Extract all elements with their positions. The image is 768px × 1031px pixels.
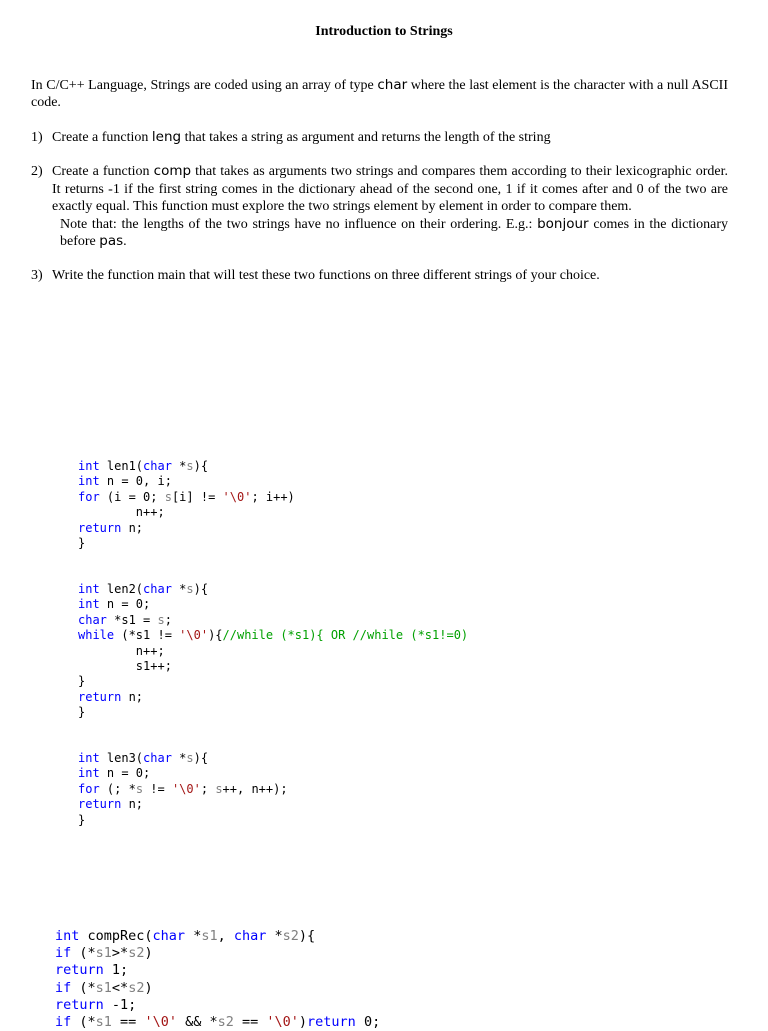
code-line: } — [78, 812, 86, 827]
question-2-text-end: that takes as arguments two strings and compares them according to their lexicographic order. It returns -1 if the first string comes in the dictionary ahead of the second one, 1 if it comes after and 0 of the two are exactly equal. This function must explore the two strings element by element in order to compare them. — [52, 164, 728, 214]
note-text-end: . — [123, 234, 127, 249]
page-title: Introduction to Strings — [315, 24, 453, 39]
code-line: int len2(char *s){ — [78, 582, 209, 596]
code-line: return n; — [78, 689, 144, 704]
note-text-middle: comes in the dictionary before — [60, 216, 728, 249]
code-block-len1 — [78, 459, 295, 551]
question-1 — [31, 129, 728, 147]
code-block-len2 — [78, 582, 468, 721]
note-text-start: Note that: the lengths of the two strings have no influence on their ordering. E.g.: — [60, 216, 538, 232]
intro-type-keyword: char — [377, 77, 408, 93]
question-2-note — [60, 216, 728, 251]
code-line: char *s1 = s; — [78, 612, 172, 627]
code-line: for (; *s != '\0'; s++, n++); — [78, 781, 288, 796]
question-3 — [31, 267, 728, 285]
question-2-function-name: comp — [153, 163, 192, 179]
question-2-text-start: Create a function — [52, 164, 154, 179]
code-line: int len3(char *s){ — [78, 751, 209, 765]
code-line: n++; — [78, 505, 165, 520]
question-2 — [31, 163, 728, 251]
code-comment: //while (*s1){ OR //while (*s1!=0) — [222, 628, 469, 643]
question-1-function-name: leng — [151, 129, 182, 145]
code-block-comprec — [55, 928, 380, 1031]
code-line: return n; — [78, 797, 144, 812]
code-line: } — [78, 536, 86, 551]
question-2-text — [52, 163, 728, 216]
intro-text: In C/C++ Language, Strings are coded using an array of type — [31, 78, 378, 93]
code-line: if (*s1 == '\0' && *s2 == '\0')return 0; — [55, 1014, 381, 1031]
intro-paragraph — [31, 77, 728, 111]
question-1-text-start: Create a function — [52, 130, 152, 145]
code-line: } — [78, 705, 86, 720]
note-word-bonjour: bonjour — [537, 215, 589, 232]
code-line: s1++; — [78, 659, 172, 674]
question-3-text: Write the function main that will test these two functions on three different strings of your choice. — [52, 268, 600, 283]
code-line: if (*s1>*s2) — [55, 945, 153, 962]
code-line: while (*s1 != '\0'){//while (*s1){ OR //while (*s1!=0) — [78, 628, 469, 643]
code-line: int compRec(char *s1, char *s2){ — [55, 928, 316, 944]
code-line: return -1; — [55, 996, 137, 1013]
question-2-number: 2) — [31, 164, 43, 179]
code-line: for (i = 0; s[i] != '\0'; i++) — [78, 489, 295, 504]
code-line: } — [78, 674, 86, 689]
question-1-text-end: that takes a string as argument and returns the length of the string — [181, 130, 551, 145]
intro-text-end: where the last element is the character with a null ASCII code. — [31, 78, 728, 110]
note-word-pas: pas — [99, 233, 124, 249]
code-line: n++; — [78, 643, 165, 658]
code-line: int n = 0, i; — [78, 474, 172, 489]
question-1-number: 1) — [31, 130, 43, 145]
code-block-len3 — [78, 751, 288, 828]
code-line: return 1; — [55, 962, 129, 979]
question-1-text — [52, 129, 728, 147]
code-line: int len1(char *s){ — [78, 459, 209, 473]
code-line: int n = 0; — [78, 597, 151, 612]
code-line: if (*s1<*s2) — [55, 979, 153, 996]
question-3-number: 3) — [31, 268, 43, 283]
code-line: return n; — [78, 520, 144, 535]
code-line: int n = 0; — [78, 766, 151, 781]
